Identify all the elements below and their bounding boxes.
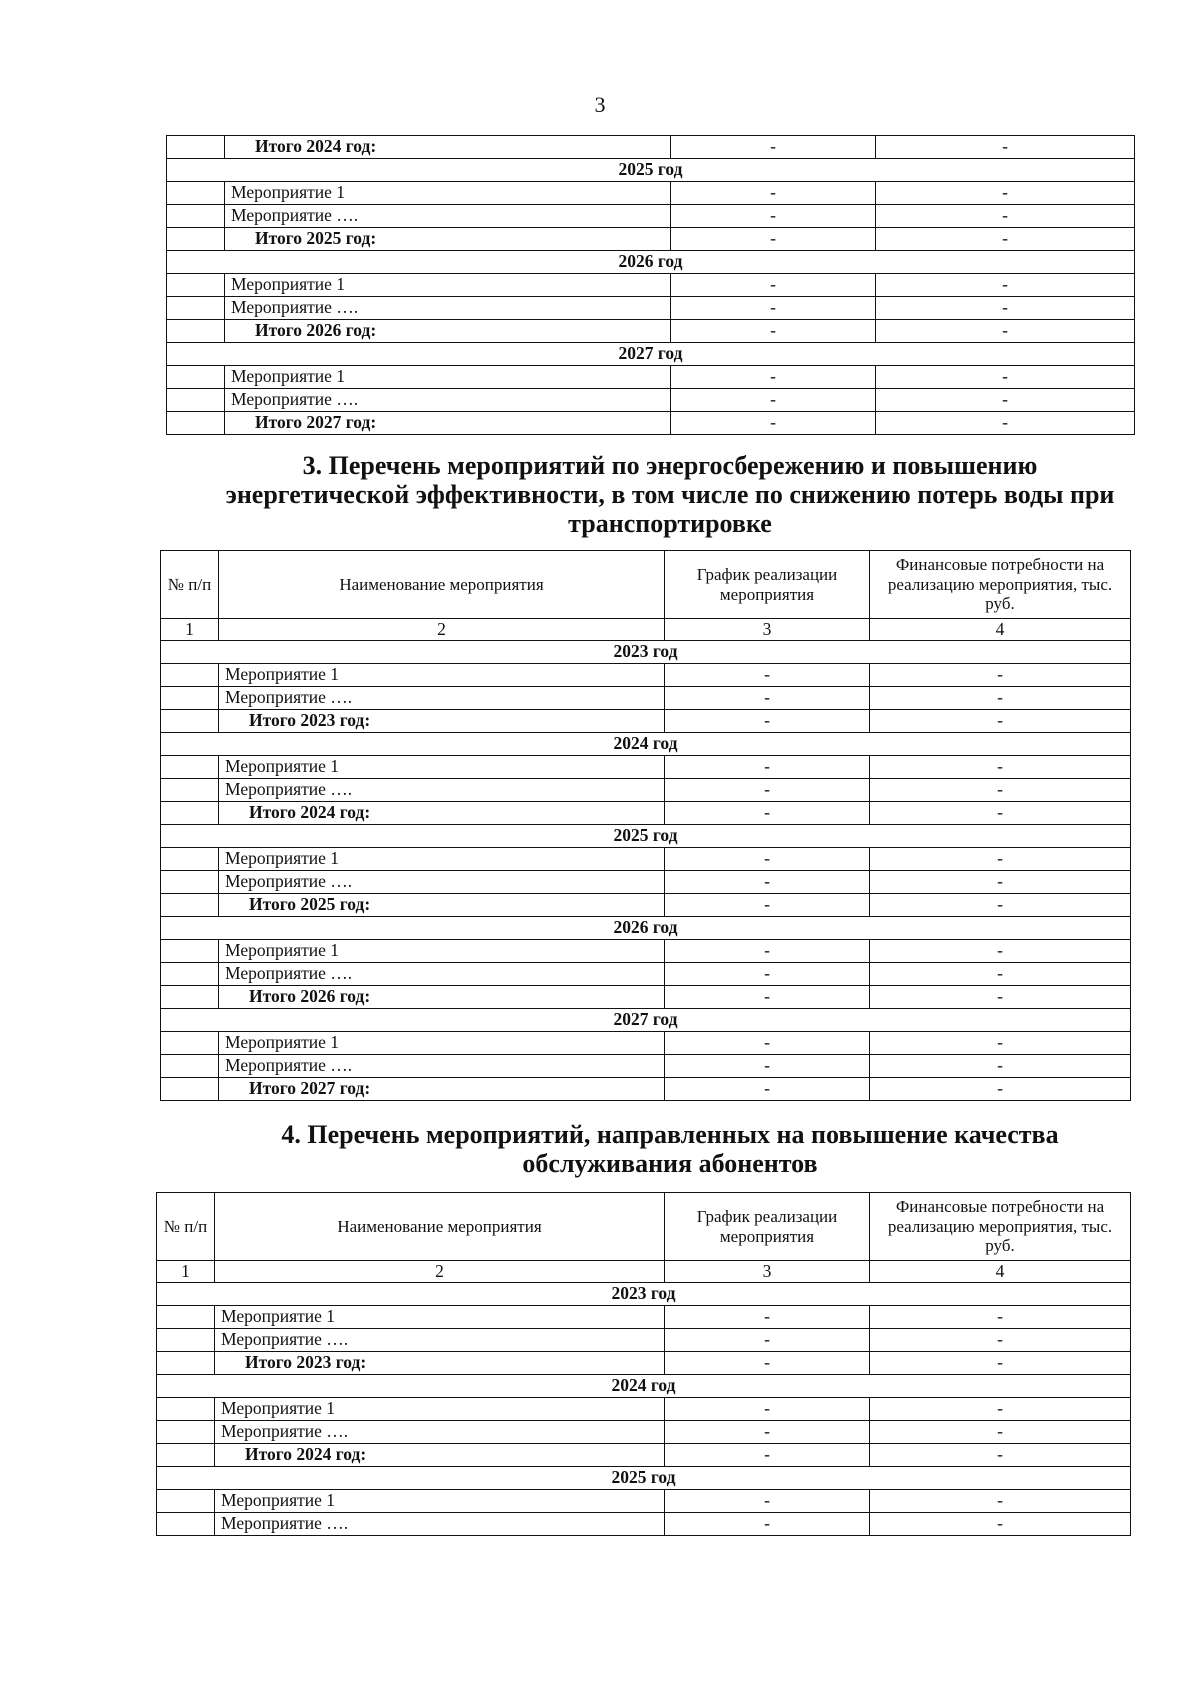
total-row xyxy=(167,136,1135,159)
table-index-row xyxy=(157,1261,1131,1283)
finance-cell: - xyxy=(870,687,1131,710)
table-row xyxy=(167,366,1135,389)
row-number-cell xyxy=(161,986,219,1009)
schedule-cell: - xyxy=(665,779,870,802)
row-number-cell xyxy=(161,756,219,779)
table-row xyxy=(157,1329,1131,1352)
finance-cell: - xyxy=(876,320,1135,343)
schedule-cell: - xyxy=(665,710,870,733)
row-number-cell xyxy=(161,963,219,986)
year-label: 2025 год xyxy=(157,1467,1131,1490)
table-row xyxy=(161,1055,1131,1078)
index-cell: 3 xyxy=(665,619,870,641)
activity-name: Мероприятие …. xyxy=(219,1055,665,1078)
activity-name: Мероприятие 1 xyxy=(215,1490,665,1513)
header-name: Наименование мероприятия xyxy=(215,1193,665,1261)
finance-cell: - xyxy=(870,710,1131,733)
row-number-cell xyxy=(157,1352,215,1375)
finance-cell: - xyxy=(870,1398,1131,1421)
schedule-cell: - xyxy=(671,205,876,228)
table-row xyxy=(161,871,1131,894)
table-row xyxy=(157,1513,1131,1536)
finance-cell: - xyxy=(870,756,1131,779)
finance-cell: - xyxy=(870,802,1131,825)
index-cell: 2 xyxy=(219,619,665,641)
finance-cell: - xyxy=(870,1444,1131,1467)
schedule-cell: - xyxy=(665,1421,870,1444)
total-row xyxy=(167,320,1135,343)
table-row xyxy=(167,297,1135,320)
schedule-cell: - xyxy=(665,871,870,894)
activity-name: Мероприятие …. xyxy=(215,1329,665,1352)
table-row xyxy=(167,274,1135,297)
table-row xyxy=(161,1032,1131,1055)
table-row xyxy=(161,779,1131,802)
finance-cell: - xyxy=(870,1306,1131,1329)
activity-name: Мероприятие …. xyxy=(219,779,665,802)
section3-title-text: 3. Перечень мероприятий по энергосбережению и повышению энергетической эффективности, в том числе по снижению потерь воды при транспортировке xyxy=(225,451,1115,538)
row-number-cell xyxy=(167,205,225,228)
finance-cell: - xyxy=(870,779,1131,802)
year-header-row xyxy=(167,343,1135,366)
schedule-cell: - xyxy=(665,1032,870,1055)
header-name: Наименование мероприятия xyxy=(219,551,665,619)
row-number-cell xyxy=(157,1306,215,1329)
row-number-cell xyxy=(167,366,225,389)
finance-cell: - xyxy=(876,205,1135,228)
row-number-cell xyxy=(167,274,225,297)
year-header-row xyxy=(161,917,1131,940)
table-header-row xyxy=(161,551,1131,619)
row-number-cell xyxy=(157,1490,215,1513)
total-label: Итого 2024 год: xyxy=(225,136,671,159)
table-row xyxy=(161,687,1131,710)
header-num: № п/п xyxy=(161,551,219,619)
total-row xyxy=(161,986,1131,1009)
schedule-cell: - xyxy=(671,412,876,435)
total-row xyxy=(161,710,1131,733)
row-number-cell xyxy=(161,1055,219,1078)
schedule-cell: - xyxy=(665,687,870,710)
table-row xyxy=(167,182,1135,205)
finance-cell: - xyxy=(870,848,1131,871)
schedule-cell: - xyxy=(665,963,870,986)
activity-name: Мероприятие …. xyxy=(225,205,671,228)
year-label: 2023 год xyxy=(157,1283,1131,1306)
year-label: 2027 год xyxy=(167,343,1135,366)
year-header-row xyxy=(157,1375,1131,1398)
finance-cell: - xyxy=(870,1078,1131,1101)
row-number-cell xyxy=(161,664,219,687)
row-number-cell xyxy=(161,710,219,733)
table-row xyxy=(157,1306,1131,1329)
activity-name: Мероприятие 1 xyxy=(219,940,665,963)
schedule-cell: - xyxy=(671,274,876,297)
index-cell: 4 xyxy=(870,1261,1131,1283)
finance-cell: - xyxy=(876,228,1135,251)
total-row xyxy=(167,412,1135,435)
finance-cell: - xyxy=(876,182,1135,205)
schedule-cell: - xyxy=(665,756,870,779)
table-row xyxy=(157,1490,1131,1513)
total-label: Итого 2024 год: xyxy=(215,1444,665,1467)
schedule-cell: - xyxy=(671,182,876,205)
year-header-row xyxy=(161,641,1131,664)
table-row xyxy=(161,664,1131,687)
page-number: 3 xyxy=(594,92,606,117)
row-number-cell xyxy=(161,779,219,802)
index-cell: 4 xyxy=(870,619,1131,641)
finance-cell: - xyxy=(876,136,1135,159)
row-number-cell xyxy=(157,1329,215,1352)
activity-name: Мероприятие 1 xyxy=(215,1398,665,1421)
finance-cell: - xyxy=(870,1329,1131,1352)
schedule-cell: - xyxy=(671,228,876,251)
total-label: Итого 2025 год: xyxy=(219,894,665,917)
table-row xyxy=(161,940,1131,963)
table-row xyxy=(161,848,1131,871)
year-header-row xyxy=(157,1283,1131,1306)
total-row xyxy=(161,802,1131,825)
schedule-cell: - xyxy=(665,848,870,871)
index-cell: 2 xyxy=(215,1261,665,1283)
activity-name: Мероприятие 1 xyxy=(225,274,671,297)
total-label: Итого 2026 год: xyxy=(219,986,665,1009)
schedule-cell: - xyxy=(671,136,876,159)
row-number-cell xyxy=(167,228,225,251)
row-number-cell xyxy=(161,894,219,917)
total-label: Итого 2026 год: xyxy=(225,320,671,343)
schedule-cell: - xyxy=(665,986,870,1009)
total-label: Итого 2025 год: xyxy=(225,228,671,251)
activity-name: Мероприятие 1 xyxy=(225,366,671,389)
schedule-cell: - xyxy=(665,1490,870,1513)
finance-cell: - xyxy=(876,389,1135,412)
year-header-row xyxy=(161,825,1131,848)
year-header-row xyxy=(161,733,1131,756)
total-label: Итого 2027 год: xyxy=(219,1078,665,1101)
table-row xyxy=(157,1421,1131,1444)
row-number-cell xyxy=(157,1513,215,1536)
row-number-cell xyxy=(161,871,219,894)
table-row xyxy=(167,389,1135,412)
total-row xyxy=(157,1352,1131,1375)
header-finance: Финансовые потребности на реализацию мероприятия, тыс. руб. xyxy=(870,551,1131,619)
schedule-cell: - xyxy=(665,1513,870,1536)
header-num: № п/п xyxy=(157,1193,215,1261)
activity-name: Мероприятие 1 xyxy=(215,1306,665,1329)
finance-cell: - xyxy=(870,1032,1131,1055)
total-label: Итого 2023 год: xyxy=(215,1352,665,1375)
header-schedule: График реализации мероприятия xyxy=(665,1193,870,1261)
activity-name: Мероприятие …. xyxy=(225,297,671,320)
table-row xyxy=(167,205,1135,228)
schedule-cell: - xyxy=(665,894,870,917)
finance-cell: - xyxy=(870,1513,1131,1536)
row-number-cell xyxy=(161,687,219,710)
total-row xyxy=(161,1078,1131,1101)
finance-cell: - xyxy=(876,297,1135,320)
row-number-cell xyxy=(161,1078,219,1101)
table-row xyxy=(161,756,1131,779)
index-cell: 3 xyxy=(665,1261,870,1283)
row-number-cell xyxy=(167,412,225,435)
finance-cell: - xyxy=(870,1490,1131,1513)
activity-name: Мероприятие …. xyxy=(219,963,665,986)
schedule-cell: - xyxy=(665,1329,870,1352)
activity-name: Мероприятие …. xyxy=(219,871,665,894)
activity-name: Мероприятие …. xyxy=(215,1513,665,1536)
table-row xyxy=(157,1398,1131,1421)
year-label: 2024 год xyxy=(157,1375,1131,1398)
schedule-cell: - xyxy=(665,1398,870,1421)
row-number-cell xyxy=(167,320,225,343)
row-number-cell xyxy=(167,389,225,412)
schedule-cell: - xyxy=(671,389,876,412)
finance-cell: - xyxy=(870,963,1131,986)
header-schedule: График реализации мероприятия xyxy=(665,551,870,619)
activity-name: Мероприятие 1 xyxy=(219,756,665,779)
row-number-cell xyxy=(161,1032,219,1055)
activity-name: Мероприятие …. xyxy=(215,1421,665,1444)
total-label: Итого 2024 год: xyxy=(219,802,665,825)
schedule-cell: - xyxy=(665,802,870,825)
year-label: 2024 год xyxy=(161,733,1131,756)
section4-title-text: 4. Перечень мероприятий, направленных на повышение качества обслуживания абонентов xyxy=(281,1120,1059,1178)
table-row xyxy=(161,963,1131,986)
schedule-cell: - xyxy=(671,320,876,343)
header-finance: Финансовые потребности на реализацию мероприятия, тыс. руб. xyxy=(870,1193,1131,1261)
section3-title xyxy=(220,451,1120,538)
schedule-cell: - xyxy=(665,940,870,963)
schedule-cell: - xyxy=(665,1352,870,1375)
row-number-cell xyxy=(157,1444,215,1467)
year-header-row xyxy=(157,1467,1131,1490)
finance-cell: - xyxy=(870,1055,1131,1078)
total-label: Итого 2023 год: xyxy=(219,710,665,733)
row-number-cell xyxy=(167,297,225,320)
section3-table xyxy=(160,550,1131,1101)
row-number-cell xyxy=(161,802,219,825)
section4-title xyxy=(240,1120,1100,1178)
year-header-row xyxy=(161,1009,1131,1032)
finance-cell: - xyxy=(870,664,1131,687)
index-cell: 1 xyxy=(157,1261,215,1283)
index-cell: 1 xyxy=(161,619,219,641)
schedule-cell: - xyxy=(671,297,876,320)
row-number-cell xyxy=(161,940,219,963)
row-number-cell xyxy=(161,848,219,871)
table-index-row xyxy=(161,619,1131,641)
year-header-row xyxy=(167,251,1135,274)
finance-cell: - xyxy=(876,412,1135,435)
year-label: 2026 год xyxy=(167,251,1135,274)
row-number-cell xyxy=(157,1421,215,1444)
activity-name: Мероприятие 1 xyxy=(225,182,671,205)
year-label: 2025 год xyxy=(167,159,1135,182)
continuation-table xyxy=(166,135,1135,435)
schedule-cell: - xyxy=(665,1444,870,1467)
schedule-cell: - xyxy=(671,366,876,389)
section4-table xyxy=(156,1192,1131,1536)
activity-name: Мероприятие 1 xyxy=(219,848,665,871)
year-label: 2023 год xyxy=(161,641,1131,664)
row-number-cell xyxy=(167,136,225,159)
schedule-cell: - xyxy=(665,1306,870,1329)
activity-name: Мероприятие …. xyxy=(225,389,671,412)
total-row xyxy=(167,228,1135,251)
total-row xyxy=(157,1444,1131,1467)
schedule-cell: - xyxy=(665,1055,870,1078)
year-label: 2026 год xyxy=(161,917,1131,940)
year-label: 2027 год xyxy=(161,1009,1131,1032)
finance-cell: - xyxy=(870,894,1131,917)
row-number-cell xyxy=(167,182,225,205)
year-label: 2025 год xyxy=(161,825,1131,848)
activity-name: Мероприятие 1 xyxy=(219,664,665,687)
finance-cell: - xyxy=(876,274,1135,297)
total-row xyxy=(161,894,1131,917)
activity-name: Мероприятие 1 xyxy=(219,1032,665,1055)
finance-cell: - xyxy=(870,986,1131,1009)
finance-cell: - xyxy=(870,940,1131,963)
total-label: Итого 2027 год: xyxy=(225,412,671,435)
table-header-row xyxy=(157,1193,1131,1261)
finance-cell: - xyxy=(870,1352,1131,1375)
row-number-cell xyxy=(157,1398,215,1421)
finance-cell: - xyxy=(870,871,1131,894)
finance-cell: - xyxy=(870,1421,1131,1444)
finance-cell: - xyxy=(876,366,1135,389)
schedule-cell: - xyxy=(665,664,870,687)
activity-name: Мероприятие …. xyxy=(219,687,665,710)
year-header-row xyxy=(167,159,1135,182)
schedule-cell: - xyxy=(665,1078,870,1101)
